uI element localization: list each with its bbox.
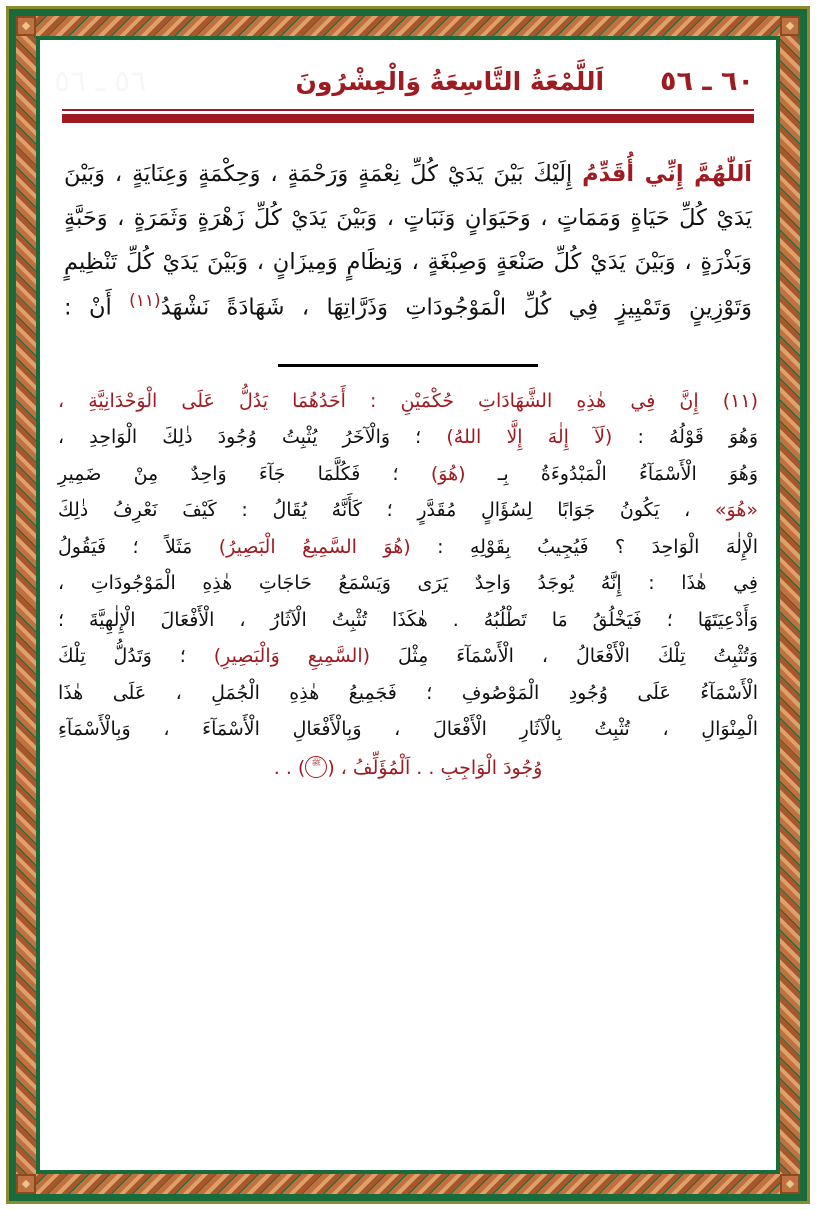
footnote-text: فِي هٰذَا : إِنَّهُ يُوجَدُ وَاحِدٌ يَرَى وَيَسْمَعُ حَاجَاتِ هٰذِهِ الْمَوْجُودَاتِ ، bbox=[58, 572, 758, 595]
footnote-text: وَهُوَ قَوْلُهُ : bbox=[612, 426, 759, 449]
footnote-line bbox=[58, 456, 758, 492]
footnote-block bbox=[58, 383, 758, 786]
footnote-line bbox=[58, 383, 758, 419]
footnote-line bbox=[58, 675, 758, 711]
footnote-author-prefix: وُجُودَ الْوَاجِبِ . . اَلْمُؤَلِّفُ ، ( bbox=[327, 756, 543, 779]
chain-ornament-right bbox=[780, 26, 800, 1184]
chain-ornament-left bbox=[16, 26, 36, 1184]
corner-gem-bottom-left-icon bbox=[16, 1174, 36, 1194]
corner-gem-top-right-icon bbox=[780, 16, 800, 36]
footnote-author-suffix: ) . . bbox=[273, 756, 306, 779]
footnote-quote: (١١) إِنَّ فِي هٰذِهِ الشَّهَادَاتِ حُكْمَيْنِ : أَحَدُهُمَا يَدُلُّ عَلَى الْوَحْدَانِيَّةِ ، bbox=[58, 390, 758, 412]
page-watermark: ٥٦ ـ ٥٦ bbox=[54, 64, 147, 99]
footnote-text: ؛ وَالْآخَرُ يُثْبِتُ وُجُودَ ذٰلِكَ الْوَاحِدِ ، bbox=[58, 426, 447, 449]
page-content bbox=[40, 40, 776, 1170]
footnote-text: ؛ وَتَدُلُّ تِلْكَ bbox=[58, 645, 214, 668]
chain-ornament-top bbox=[26, 16, 790, 36]
main-text-body: إِلَيْكَ بَيْنَ يَدَيْ كُلِّ نِعْمَةٍ وَرَحْمَةٍ ، وَحِكْمَةٍ وَعِنَايَةٍ ، وَبَيْنَ يَدَيْ كُلِّ حَيَاةٍ وَمَمَاتٍ ، وَحَيَوَانٍ وَنَبَاتٍ ، وَبَيْنَ يَدَيْ كُلِّ زَهْرَةٍ وَثَمَرَةٍ ، وَحَبَّةٍ وَبَذْرَةٍ ، وَبَيْنَ يَدَيْ كُلِّ صَنْعَةٍ وَصِبْغَةٍ ، وَنِظَامٍ وَمِيزَانٍ ، وَبَيْنَ يَدَيْ كُلِّ تَنْظِيمٍ وَتَوْزِينٍ وَتَمْيِيزٍ فِي كُلِّ الْمَوْجُودَاتِ وَذَرَّاتِهَا ، شَهَادَةً نَشْهَدُ bbox=[64, 161, 753, 321]
footnote-text: ؛ فَكُلَّمَا جَآءَ وَاحِدٌ مِنْ ضَمِيرِ bbox=[58, 462, 431, 485]
footnote-quote: (هُوَ) bbox=[430, 462, 466, 485]
corner-gem-top-left-icon bbox=[16, 16, 36, 36]
footnote-text: وَأَدْعِيَتَهَا ؛ فَيَخْلُقُ مَا تَطْلُبُهُ . هٰكَذَا تُثْبِتُ الْآثَارُ ، الْأَفْعَالَ الْإِلٰهِيَّةَ ؛ bbox=[58, 608, 758, 631]
page-number: ٦٠ ـ ٥٦ bbox=[660, 66, 754, 97]
footnote-text: وَهُوَ الْأَسْمَآءُ الْمَبْدُوءَةُ بِـ bbox=[465, 462, 759, 485]
header-rule-thin bbox=[62, 109, 754, 111]
footnote-quote: (السَّمِيعِ وَالْبَصِيرِ) bbox=[213, 645, 371, 668]
footnote-text: وَتُثْبِتُ تِلْكَ الْأَفْعَالُ ، الْأَسْمَآءَ مِثْلَ bbox=[370, 645, 758, 668]
footnote-line bbox=[58, 492, 758, 528]
footnote-quote: «هُوَ» bbox=[714, 499, 758, 522]
main-text-opening-highlight: اَللّٰهُمَّ إِنِّي أُقَدِّمُ bbox=[582, 161, 752, 187]
footnote-line bbox=[58, 419, 758, 455]
footnote-lines bbox=[58, 383, 758, 748]
footnote-line bbox=[58, 711, 758, 747]
footnote-text: الْمِنْوَالِ ، تُثْبِتُ بِالْآثَارِ الْأَفْعَالَ ، وَبِالْأَفْعَالِ الْأَسْمَآءَ ، وَبِالْأَسْمَآءِ bbox=[58, 718, 758, 741]
footnote-quote: (لَآ إِلٰهَ إِلَّا اللهُ) bbox=[446, 426, 613, 449]
footnote-line bbox=[58, 565, 758, 601]
footnote-separator bbox=[278, 364, 538, 367]
footnote-text: الْإِلٰهَ الْوَاحِدَ ؟ فَيُجِيبُ بِقَوْلِهِ : bbox=[410, 535, 759, 558]
footnote-text: مَثَلاً ؛ فَيَقُولُ bbox=[58, 535, 219, 558]
corner-gem-bottom-right-icon bbox=[780, 1174, 800, 1194]
footnote-line bbox=[58, 638, 758, 674]
footnote-author-line bbox=[58, 750, 758, 786]
footnote-text: ، يَكُونُ جَوَابًا لِسُؤَالٍ مُقَدَّرٍ ؛ كَأَنَّهُ يُقَالُ : كَيْفَ نَعْرِفُ ذٰلِكَ bbox=[58, 499, 715, 522]
footnote-line bbox=[58, 602, 758, 638]
page-title: اَللَّمْعَةُ التَّاسِعَةُ وَالْعِشْرُونَ bbox=[295, 67, 605, 96]
main-text-body-tail: أَنْ : bbox=[64, 294, 112, 321]
page-header bbox=[62, 66, 754, 97]
footnote-line bbox=[58, 529, 758, 565]
footnote-text: الْأَسْمَآءُ عَلَى وُجُودِ الْمَوْصُوفِ ؛ فَجَمِيعُ هٰذِهِ الْجُمَلِ ، عَلَى هٰذَا bbox=[58, 681, 758, 704]
chain-ornament-bottom bbox=[26, 1174, 790, 1194]
footnote-reference-marker[interactable]: (١١) bbox=[129, 290, 161, 311]
honorific-seal-icon: ﷺ bbox=[305, 756, 327, 778]
main-supplication-text bbox=[64, 153, 752, 330]
header-rule-thick bbox=[62, 114, 754, 123]
footnote-quote: (هُوَ السَّمِيعُ الْبَصِيرُ) bbox=[218, 535, 411, 558]
